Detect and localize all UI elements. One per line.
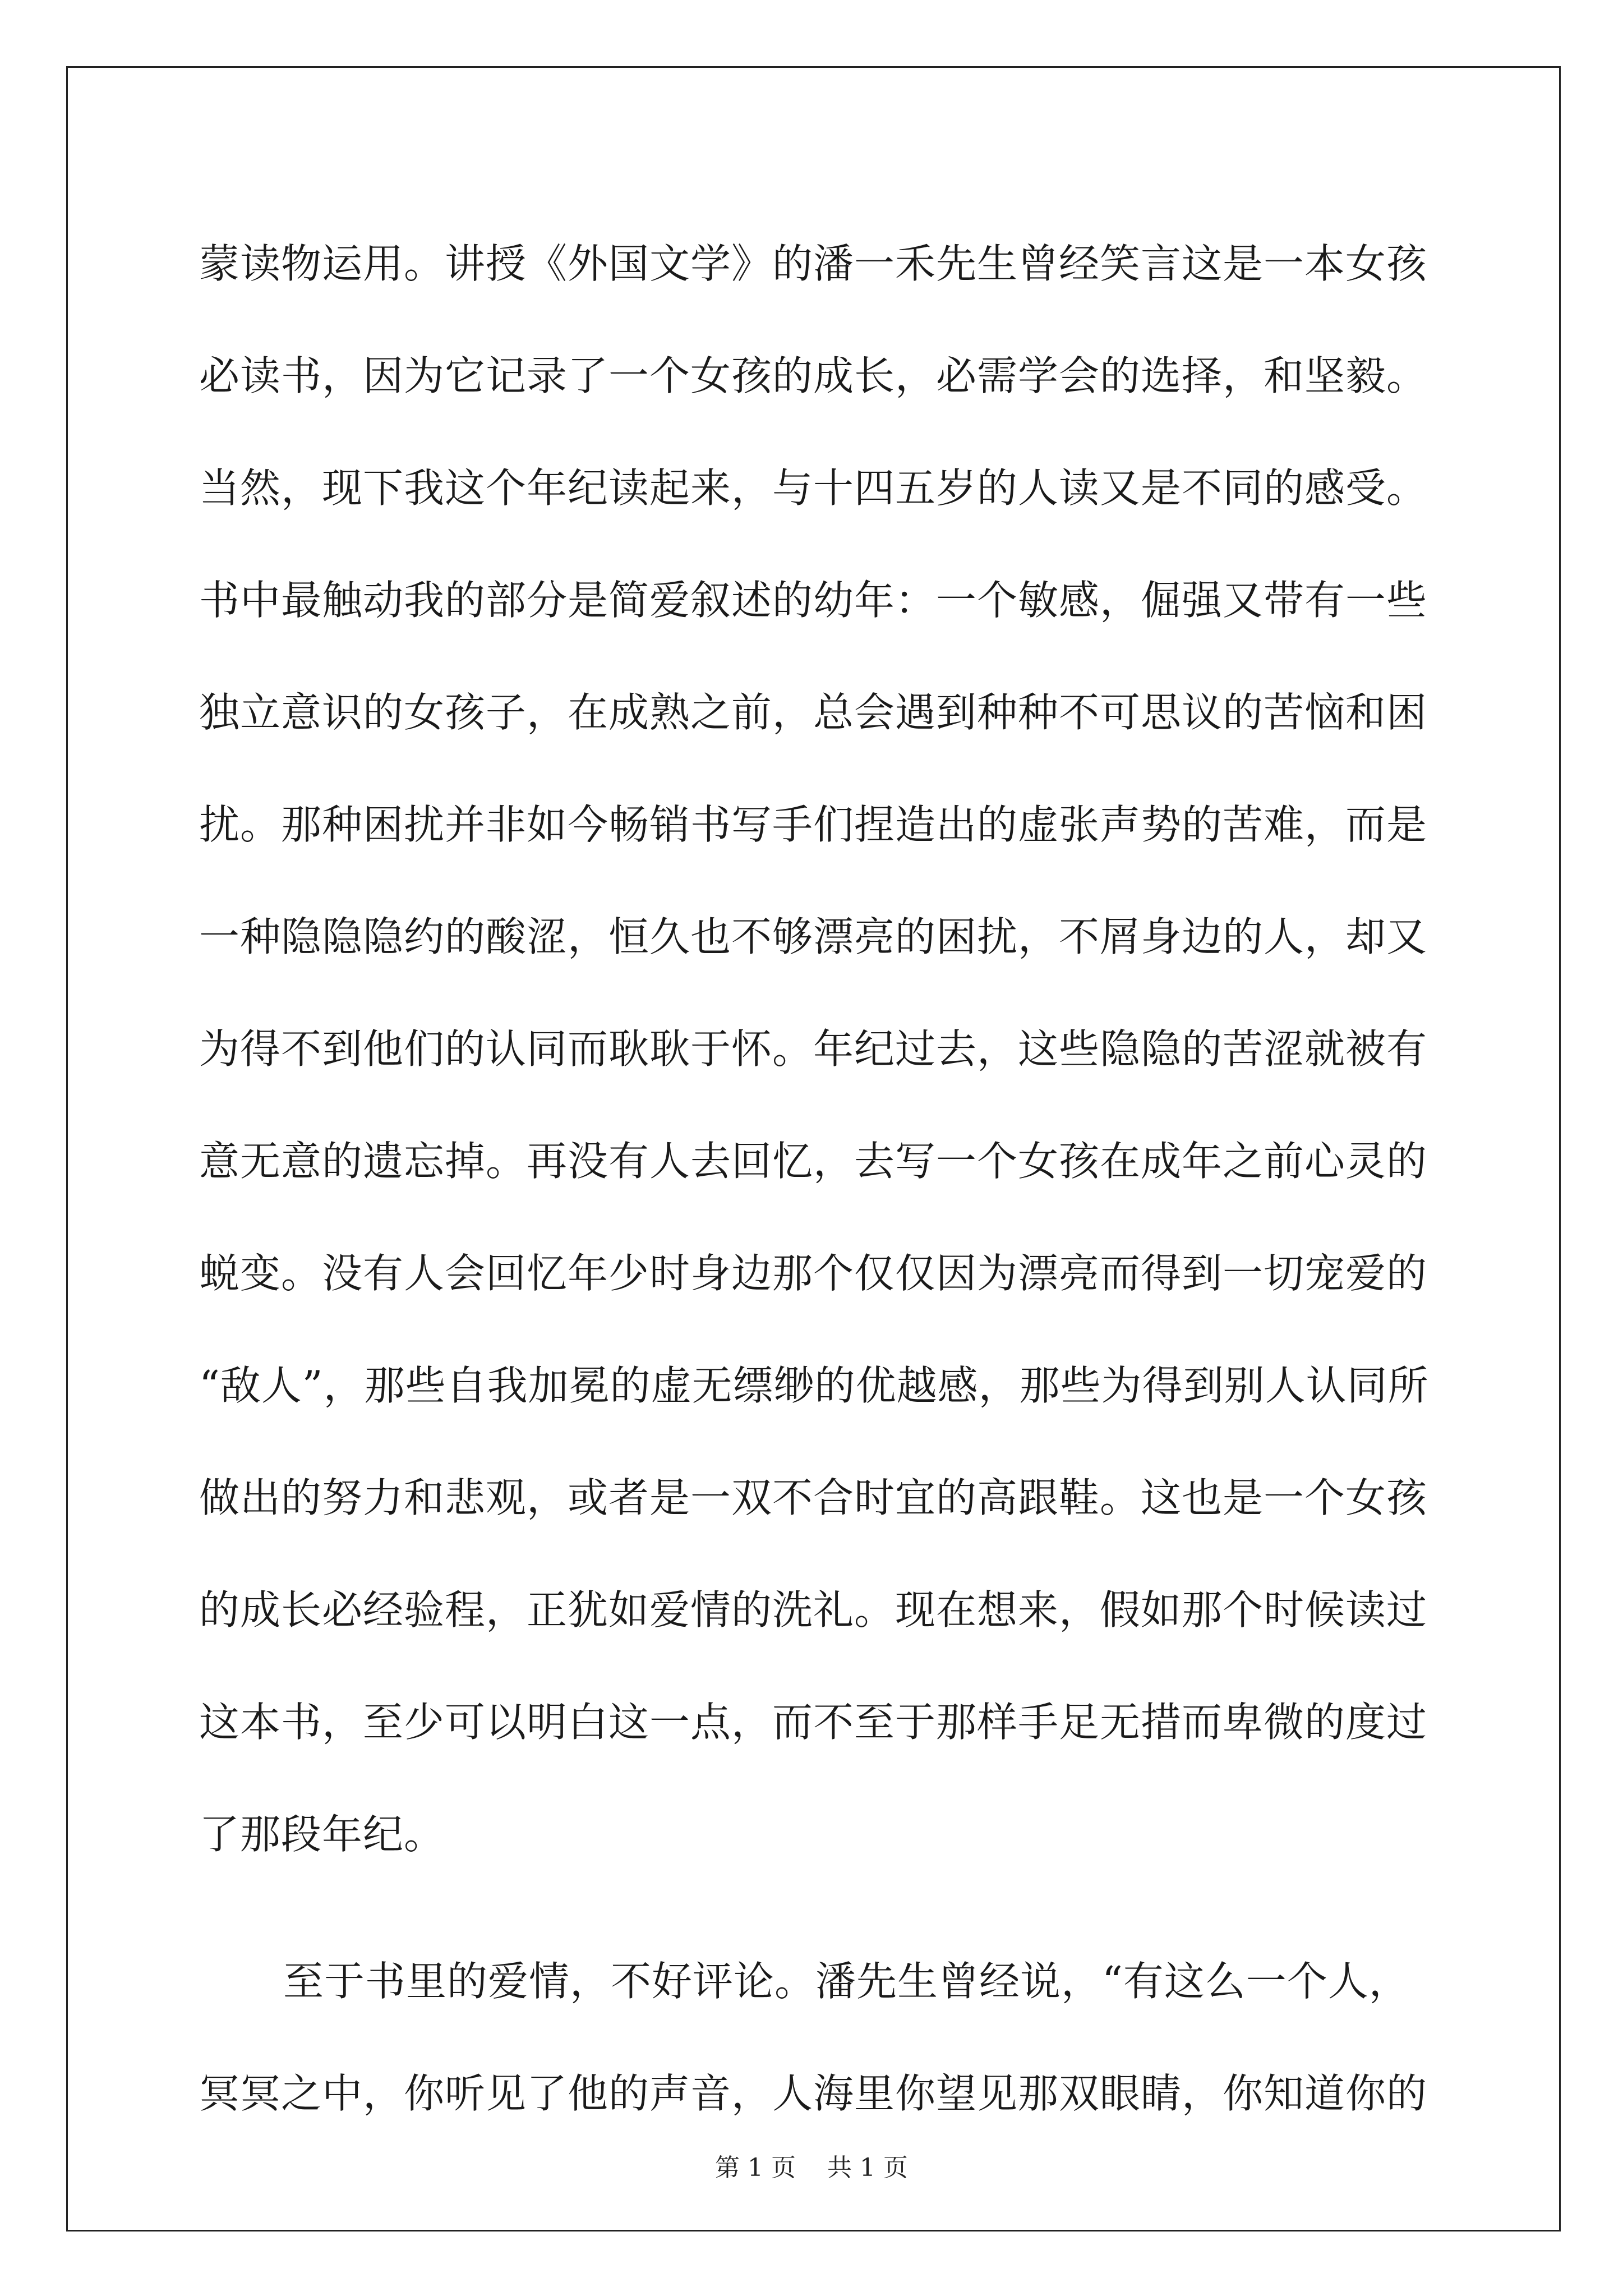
paragraph-1-line-15: 了那段年纪。 xyxy=(199,1811,445,1858)
paragraph-1-line-5: 独立意识的女孩子，在成熟之前，总会遇到种种不可思议的苦恼和困 xyxy=(199,689,1428,736)
paragraph-1-line-9: 意无意的遗忘掉。再没有人去回忆，去写一个女孩在成年之前心灵的 xyxy=(199,1138,1428,1185)
paragraph-1-line-12: 做出的努力和悲观，或者是一双不合时宜的高跟鞋。这也是一个女孩 xyxy=(199,1474,1428,1521)
paragraph-1-line-3: 当然，现下我这个年纪读起来，与十四五岁的人读又是不同的感受。 xyxy=(199,464,1428,512)
paragraph-2-line-1: 至于书里的爱情，不好评论。潘先生曾经说，“有这么一个人， xyxy=(283,1958,1410,2005)
document-body xyxy=(199,208,1427,2150)
page-number-footer: 第 1 页 共 1 页 xyxy=(715,2154,908,2182)
paragraph-1-line-13: 的成长必经验程，正犹如爱情的洗礼。现在想来，假如那个时候读过 xyxy=(199,1586,1428,1634)
paragraph-1-line-8: 为得不到他们的认同而耿耿于怀。年纪过去，这些隐隐的苦涩就被有 xyxy=(199,1025,1428,1073)
paragraph-1-line-14: 这本书，至少可以明白这一点，而不至于那样手足无措而卑微的度过 xyxy=(199,1699,1428,1746)
paragraph-1-line-1: 蒙读物运用。讲授《外国文学》的潘一禾先生曾经笑言这是一本女孩 xyxy=(199,240,1428,287)
paragraph-1-line-6: 扰。那种困扰并非如今畅销书写手们捏造出的虚张声势的苦难，而是 xyxy=(199,801,1428,848)
paragraph-2-line-2: 冥冥之中，你听见了他的声音，人海里你望见那双眼睛，你知道你的 xyxy=(199,2070,1428,2117)
paragraph-1-line-2: 必读书，因为它记录了一个女孩的成长，必需学会的选择，和坚毅。 xyxy=(199,352,1428,399)
paragraph-1-line-10: 蜕变。没有人会回忆年少时身边那个仅仅因为漂亮而得到一切宠爱的 xyxy=(199,1250,1428,1297)
paragraph-1-line-11: “敌人”，那些自我加冕的虚无缥缈的优越感，那些为得到别人认同所 xyxy=(199,1362,1429,1409)
paragraph-1-line-4: 书中最触动我的部分是简爱叙述的幼年：一个敏感，倔强又带有一些 xyxy=(199,577,1428,624)
paragraph-1-line-7: 一种隐隐隐约的酸涩，恒久也不够漂亮的困扰，不屑身边的人，却又 xyxy=(199,913,1428,960)
